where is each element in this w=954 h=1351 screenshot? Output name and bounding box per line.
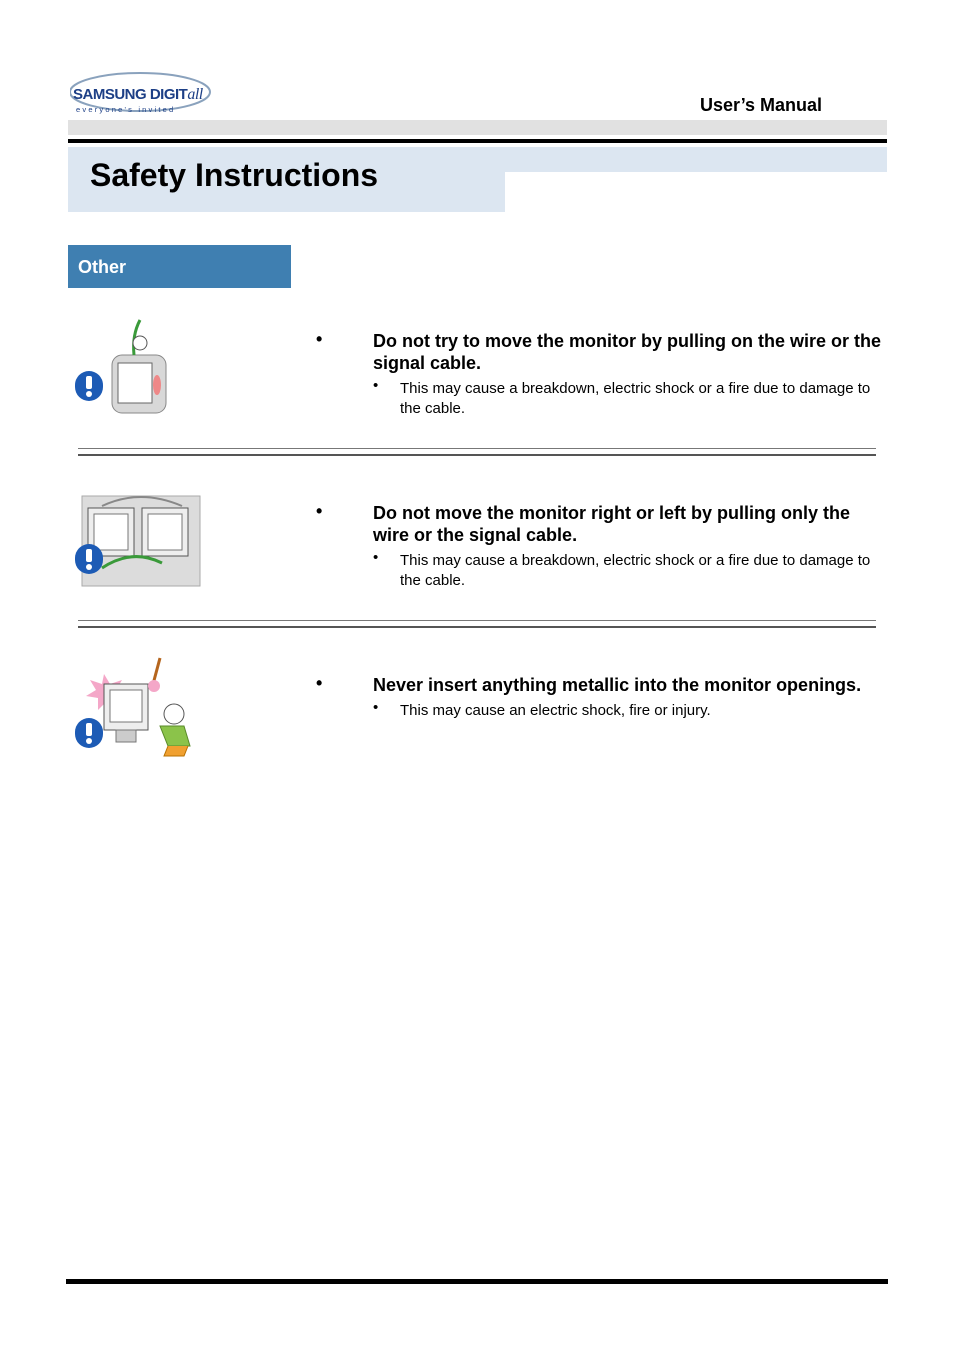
header-gray-band	[68, 120, 887, 135]
footer-rule	[66, 1279, 888, 1284]
bullet: •	[373, 549, 379, 566]
warning-sub-text: This may cause an electric shock, fire or injury.	[400, 702, 711, 719]
svg-text:SAMSUNG DIGITall: SAMSUNG DIGITall	[73, 86, 203, 103]
manual-label: User’s Manual	[700, 95, 823, 115]
divider	[78, 448, 876, 456]
metal-insert-shock-illustration	[72, 656, 204, 764]
warning-sub-text: This may cause a breakdown, electric shock or a fire due to damage to the cable.	[400, 380, 871, 417]
warning-main-text: Do not try to move the monitor by pulling on the wire or the signal cable.	[373, 331, 881, 373]
bullet: •	[373, 377, 379, 394]
page-title: Safety Instructions	[90, 157, 379, 193]
svg-text:everyone's invited: everyone's invited	[76, 105, 176, 114]
bullet: •	[316, 501, 323, 521]
monitor-pulled-by-cable-illustration	[72, 315, 204, 423]
monitor-dragged-by-cable-illustration	[72, 488, 204, 596]
bullet: •	[373, 699, 379, 716]
divider	[78, 620, 876, 628]
bullet: •	[316, 329, 323, 349]
warning-sub-text: This may cause a breakdown, electric shock or a fire due to damage to the cable.	[400, 552, 871, 589]
samsung-digitall-logo	[70, 70, 215, 118]
warning-main-text: Never insert anything metallic into the monitor openings.	[373, 675, 862, 695]
warning-main-text: Do not move the monitor right or left by pulling only the wire or the signal cable.	[373, 503, 850, 545]
section-tab-label: Other	[78, 257, 127, 277]
section-tab	[68, 245, 291, 288]
bullet: •	[316, 673, 323, 693]
